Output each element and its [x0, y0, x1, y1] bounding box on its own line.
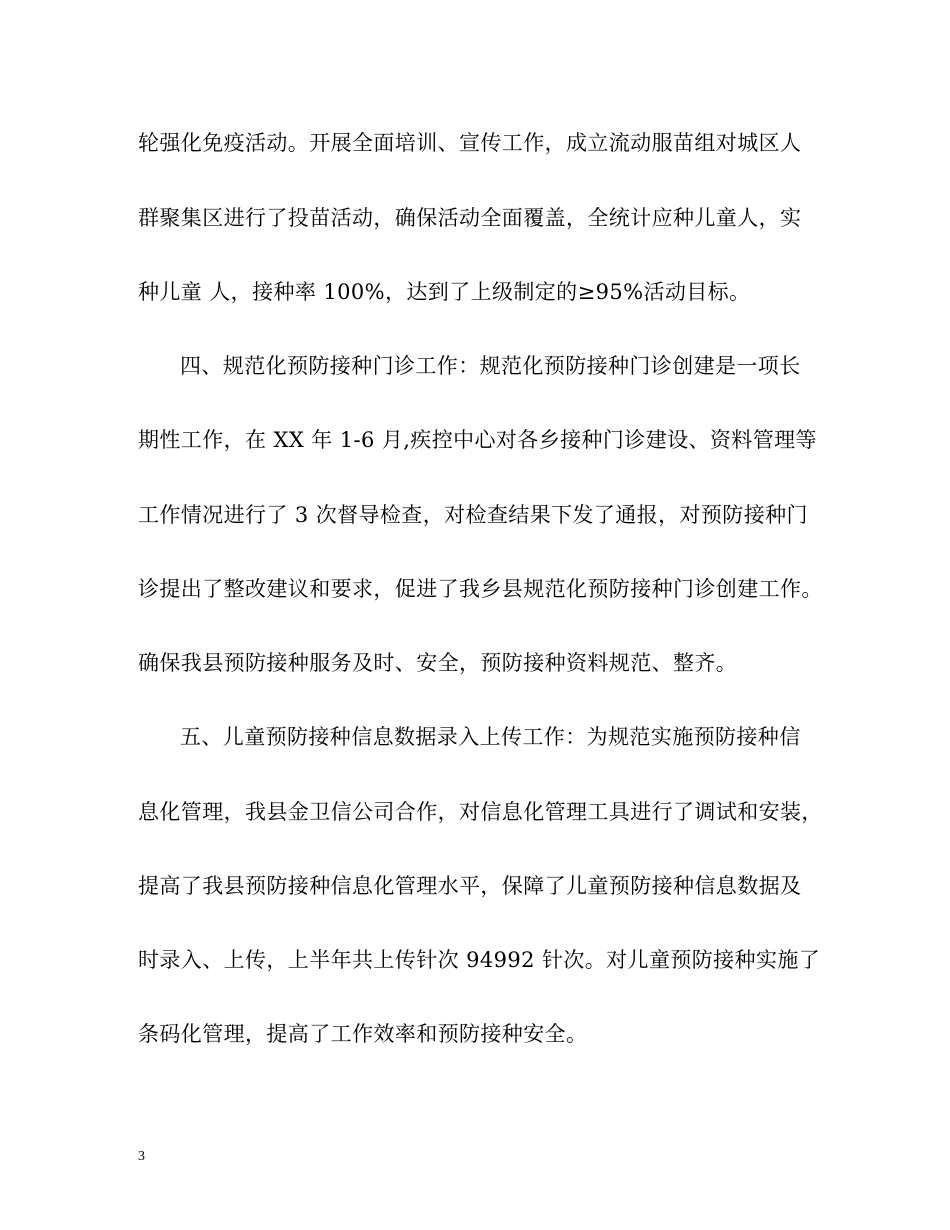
paragraph-five-heading-line: 五、儿童预防接种信息数据录入上传工作：为规范实施预防接种信 — [180, 725, 801, 749]
text-line: 工作情况进行了 3 次督导检查，对检查结果下发了通报，对预防接种门 — [138, 503, 808, 527]
text-line: 条码化管理，提高了工作效率和预防接种安全。 — [138, 1022, 588, 1046]
paragraph-four-heading-line: 四、规范化预防接种门诊工作：规范化预防接种门诊创建是一项长 — [180, 354, 801, 378]
text-line: 息化管理，我县金卫信公司合作，对信息化管理工具进行了调试和安装， — [138, 800, 823, 824]
text-line: 诊提出了整改建议和要求，促进了我乡县规范化预防接种门诊创建工作。 — [138, 577, 823, 601]
text-line: 确保我县预防接种服务及时、安全，预防接种资料规范、整齐。 — [138, 651, 738, 675]
text-line: 群聚集区进行了投苗活动，确保活动全面覆盖，全统计应种儿童人，实 — [138, 206, 802, 230]
text-line: 期性工作，在 XX 年 1-6 月,疾控中心对各乡接种门诊建设、资料管理等 — [138, 428, 817, 452]
text-line: 轮强化免疫活动。开展全面培训、宣传工作，成立流动服苗组对城区人 — [138, 131, 802, 155]
text-line: 时录入、上传，上半年共上传针次 94992 针次。对儿童预防接种实施了 — [138, 948, 821, 972]
text-line: 提高了我县预防接种信息化管理水平，保障了儿童预防接种信息数据及 — [138, 874, 802, 898]
page-number: 3 — [138, 1149, 145, 1164]
text-line: 种儿童 人，接种率 100%，达到了上级制定的≥95%活动目标。 — [138, 280, 751, 304]
